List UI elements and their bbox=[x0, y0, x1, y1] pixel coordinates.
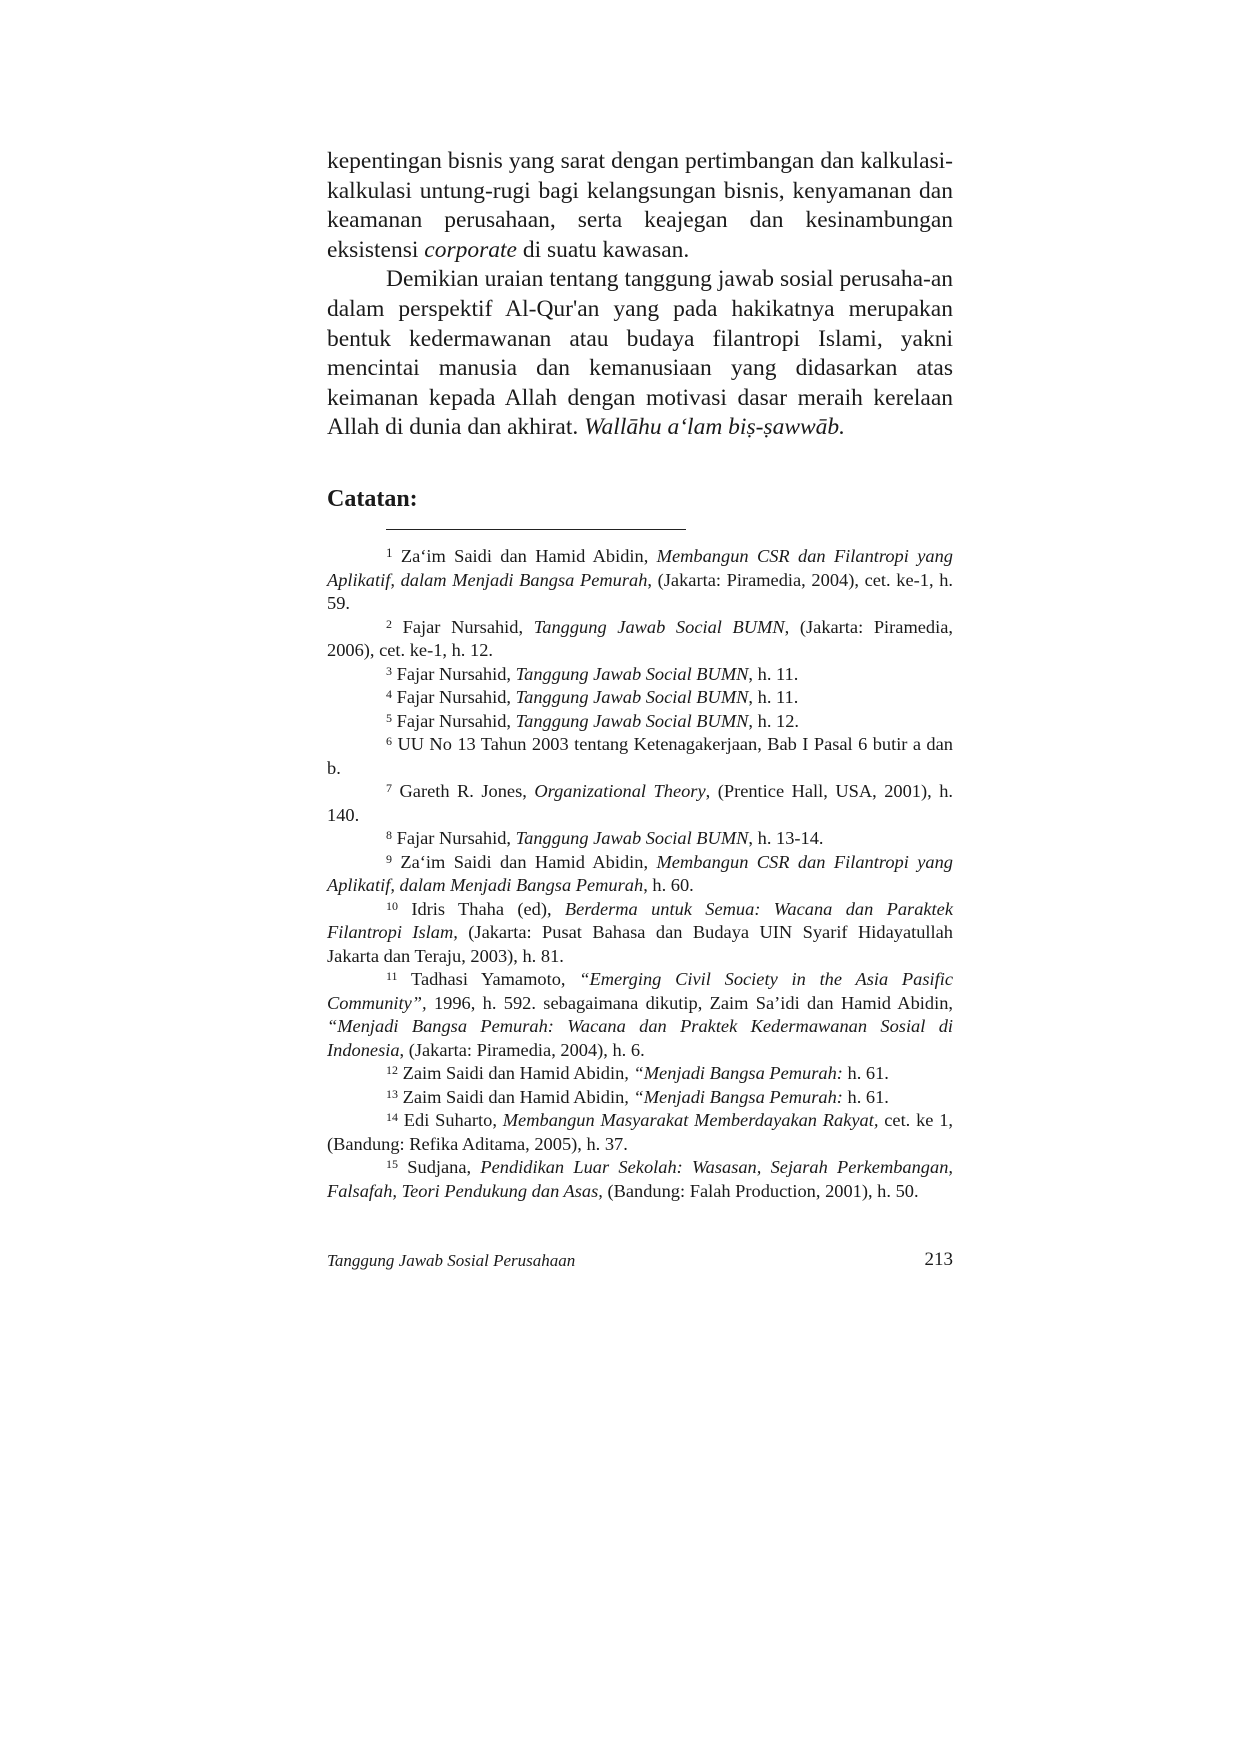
body-text bbox=[327, 147, 953, 443]
footnote-11: $^{11}$ Tadhasi Yamamoto, “Emerging Civil Society in the Asia Pasific Community”, 1996, h. 592. sebagaimana dikutip, Zaim Sa’idi dan Hamid Abidin, “Menjadi Bangsa Pemurah: Wacana dan Praktek Kedermawanan Sosial di Indonesia, (Jakarta: Piramedia, 2004), h. 6. bbox=[327, 969, 954, 1060]
footnote-8: $^8$ Fajar Nursahid, Tanggung Jawab Social BUMN, h. 13-14. bbox=[386, 828, 824, 848]
footnote-14: $^{14}$ Edi Suharto, Membangun Masyarakat Memberdayakan Rakyat, cet. ke 1, (Bandung: Refika Aditama, 2005), h. 37. bbox=[327, 1110, 954, 1154]
footnote-4: $^4$ Fajar Nursahid, Tanggung Jawab Social BUMN, h. 11. bbox=[386, 687, 799, 707]
footnote-3: $^3$ Fajar Nursahid, Tanggung Jawab Social BUMN, h. 11. bbox=[386, 663, 799, 684]
footnote-6: $^6$ UU No 13 Tahun 2003 tentang Ketenagakerjaan, Bab I Pasal 6 butir a dan b. bbox=[327, 734, 953, 778]
footnote-2: $^2$ Fajar Nursahid, Tanggung Jawab Social BUMN, (Jakarta: Piramedia, 2006), cet. ke-1, h. 12. bbox=[327, 616, 953, 660]
page-number: 213 bbox=[924, 1249, 953, 1270]
footnote-5: $^5$ Fajar Nursahid, Tanggung Jawab Social BUMN, h. 12. bbox=[386, 710, 799, 731]
notes-heading: Catatan: bbox=[327, 486, 418, 512]
footnote-15: $^{15}$ Sudjana, Pendidikan Luar Sekolah: Wasasan, Sejarah Perkembangan, Falsafah, Teori Pendukung dan Asas, (Bandung: Falah Production, 2001), h. 50. bbox=[327, 1157, 953, 1201]
footnote-1: $^1$ Za‘im Saidi dan Hamid Abidin, Membangun CSR dan Filantropi yang Aplikatif, dalam Menjadi Bangsa Pemurah, (Jakarta: Piramedia, 2004), cet. ke-1, h. 59. bbox=[327, 545, 953, 613]
footnote-13: $^{13}$ Zaim Saidi dan Hamid Abidin, “Menjadi Bangsa Pemurah: h. 61. bbox=[386, 1086, 889, 1107]
body-paragraph-1: kepentingan bisnis yang sarat dengan pertimbangan dan kalkulasi-kalkulasi untung-rugi bagi kelangsungan bisnis, kenyamanan dan keamanan perusahaan, serta keajegan dan kesinambungan eksistensi corporate di suatu kawasan. bbox=[327, 148, 953, 263]
footnote-12: $^{12}$ Zaim Saidi dan Hamid Abidin, “Menjadi Bangsa Pemurah: h. 61. bbox=[386, 1063, 889, 1083]
body-paragraph-2: Demikian uraian tentang tanggung jawab sosial perusaha-an dalam perspektif Al-Qur'an yang pada hakikatnya merupakan bentuk kedermawanan atau budaya filantropi Islami, yakni mencintai manusia dan kemanusiaan yang didasarkan atas keimanan kepada Allah dengan motivasi dasar meraih kerelaan Allah di dunia dan akhirat. Wallāhu a‘lam biṣ-ṣawwāb. bbox=[327, 266, 953, 441]
footnote-rule bbox=[386, 529, 686, 530]
footnotes bbox=[327, 545, 953, 1203]
running-footer-title: Tanggung Jawab Sosial Perusahaan bbox=[327, 1251, 576, 1270]
footnote-10: $^{10}$ Idris Thaha (ed), Berderma untuk Semua: Wacana dan Paraktek Filantropi Islam, (Jakarta: Pusat Bahasa dan Budaya UIN Syarif Hidayatullah Jakarta dan Teraju, 2003), h. 81. bbox=[327, 898, 953, 966]
footnote-9: $^9$ Za‘im Saidi dan Hamid Abidin, Membangun CSR dan Filantropi yang Aplikatif, dalam Menjadi Bangsa Pemurah, h. 60. bbox=[327, 851, 953, 895]
footnote-7: $^7$ Gareth R. Jones, Organizational Theory, (Prentice Hall, USA, 2001), h. 140. bbox=[327, 781, 953, 825]
